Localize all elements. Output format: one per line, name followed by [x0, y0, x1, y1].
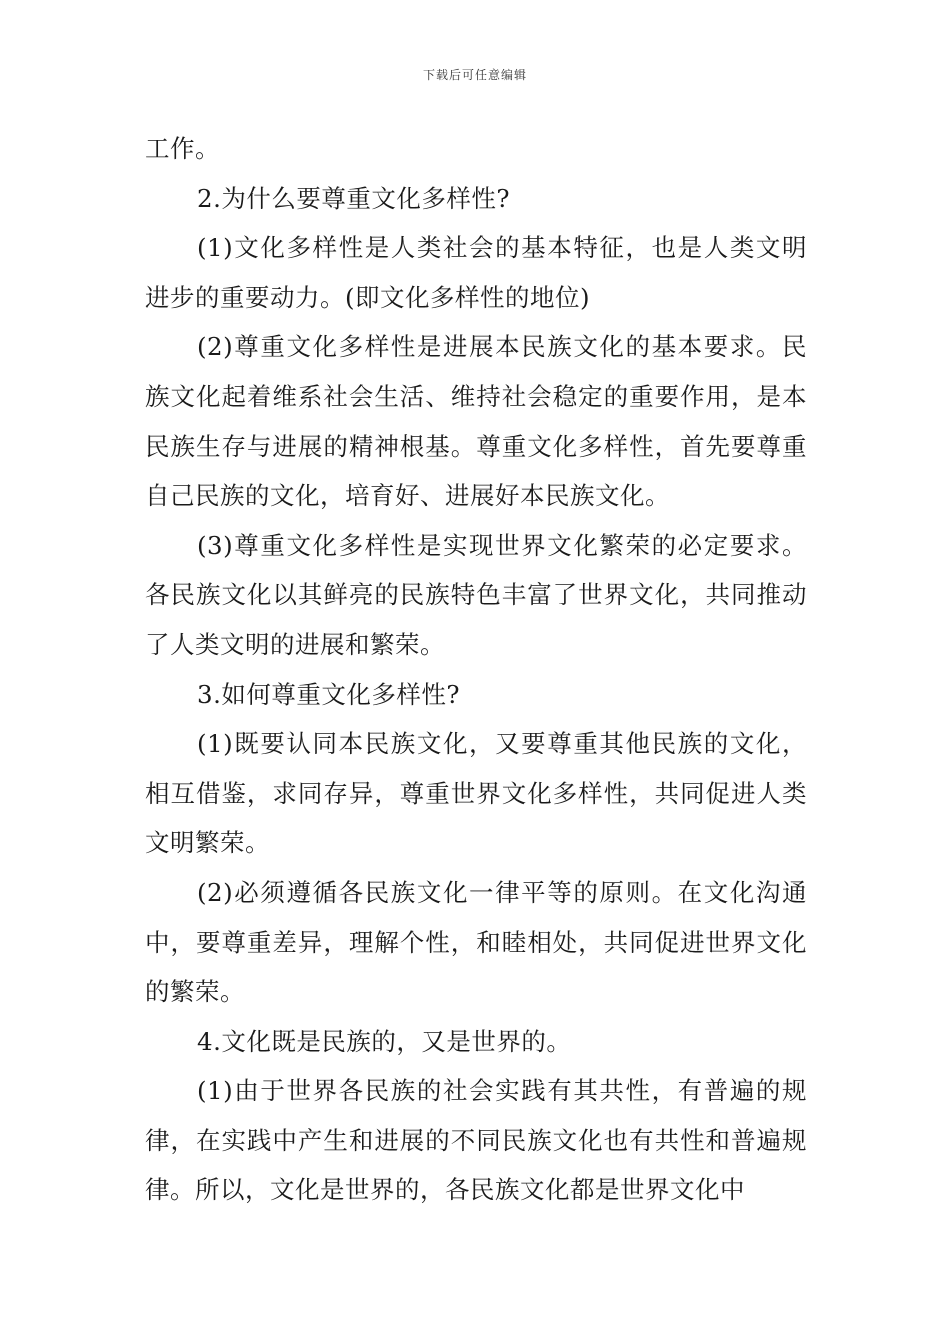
paragraph: 工作。: [145, 134, 220, 163]
paragraph: (2)尊重文化多样性是进展本民族文化的基本要求。民族文化起着维系社会生活、维持社会稳定的重要作用，是本民族生存与进展的精神根基。尊重文化多样性，首先要尊重自己民族的文化，培育好、进展好本民族文化。: [145, 332, 807, 511]
paragraph: (1)文化多样性是人类社会的基本特征，也是人类文明进步的重要动力。(即文化多样性的地位): [145, 233, 807, 312]
section-heading: 3.如何尊重文化多样性?: [197, 679, 461, 709]
section-heading: 2.为什么要尊重文化多样性?: [197, 183, 511, 213]
document-body: [145, 124, 807, 1215]
section-heading: 4.文化既是民族的，又是世界的。: [197, 1026, 572, 1056]
paragraph: (1)由于世界各民族的社会实践有其共性，有普遍的规律，在实践中产生和进展的不同民族文化也有共性和普遍规律。所以，文化是世界的，各民族文化都是世界文化中: [145, 1076, 807, 1205]
page-header-note: 下载后可任意编辑: [422, 68, 527, 82]
paragraph: (3)尊重文化多样性是实现世界文化繁荣的必定要求。各民族文化以其鲜亮的民族特色丰富了世界文化，共同推动了人类文明的进展和繁荣。: [145, 530, 807, 659]
paragraph: (1)既要认同本民族文化，又要尊重其他民族的文化，相互借鉴，求同存异，尊重世界文化多样性，共同促进人类文明繁荣。: [145, 729, 807, 858]
paragraph: (2)必须遵循各民族文化一律平等的原则。在文化沟通中，要尊重差异，理解个性，和睦相处，共同促进世界文化的繁荣。: [145, 877, 807, 1007]
